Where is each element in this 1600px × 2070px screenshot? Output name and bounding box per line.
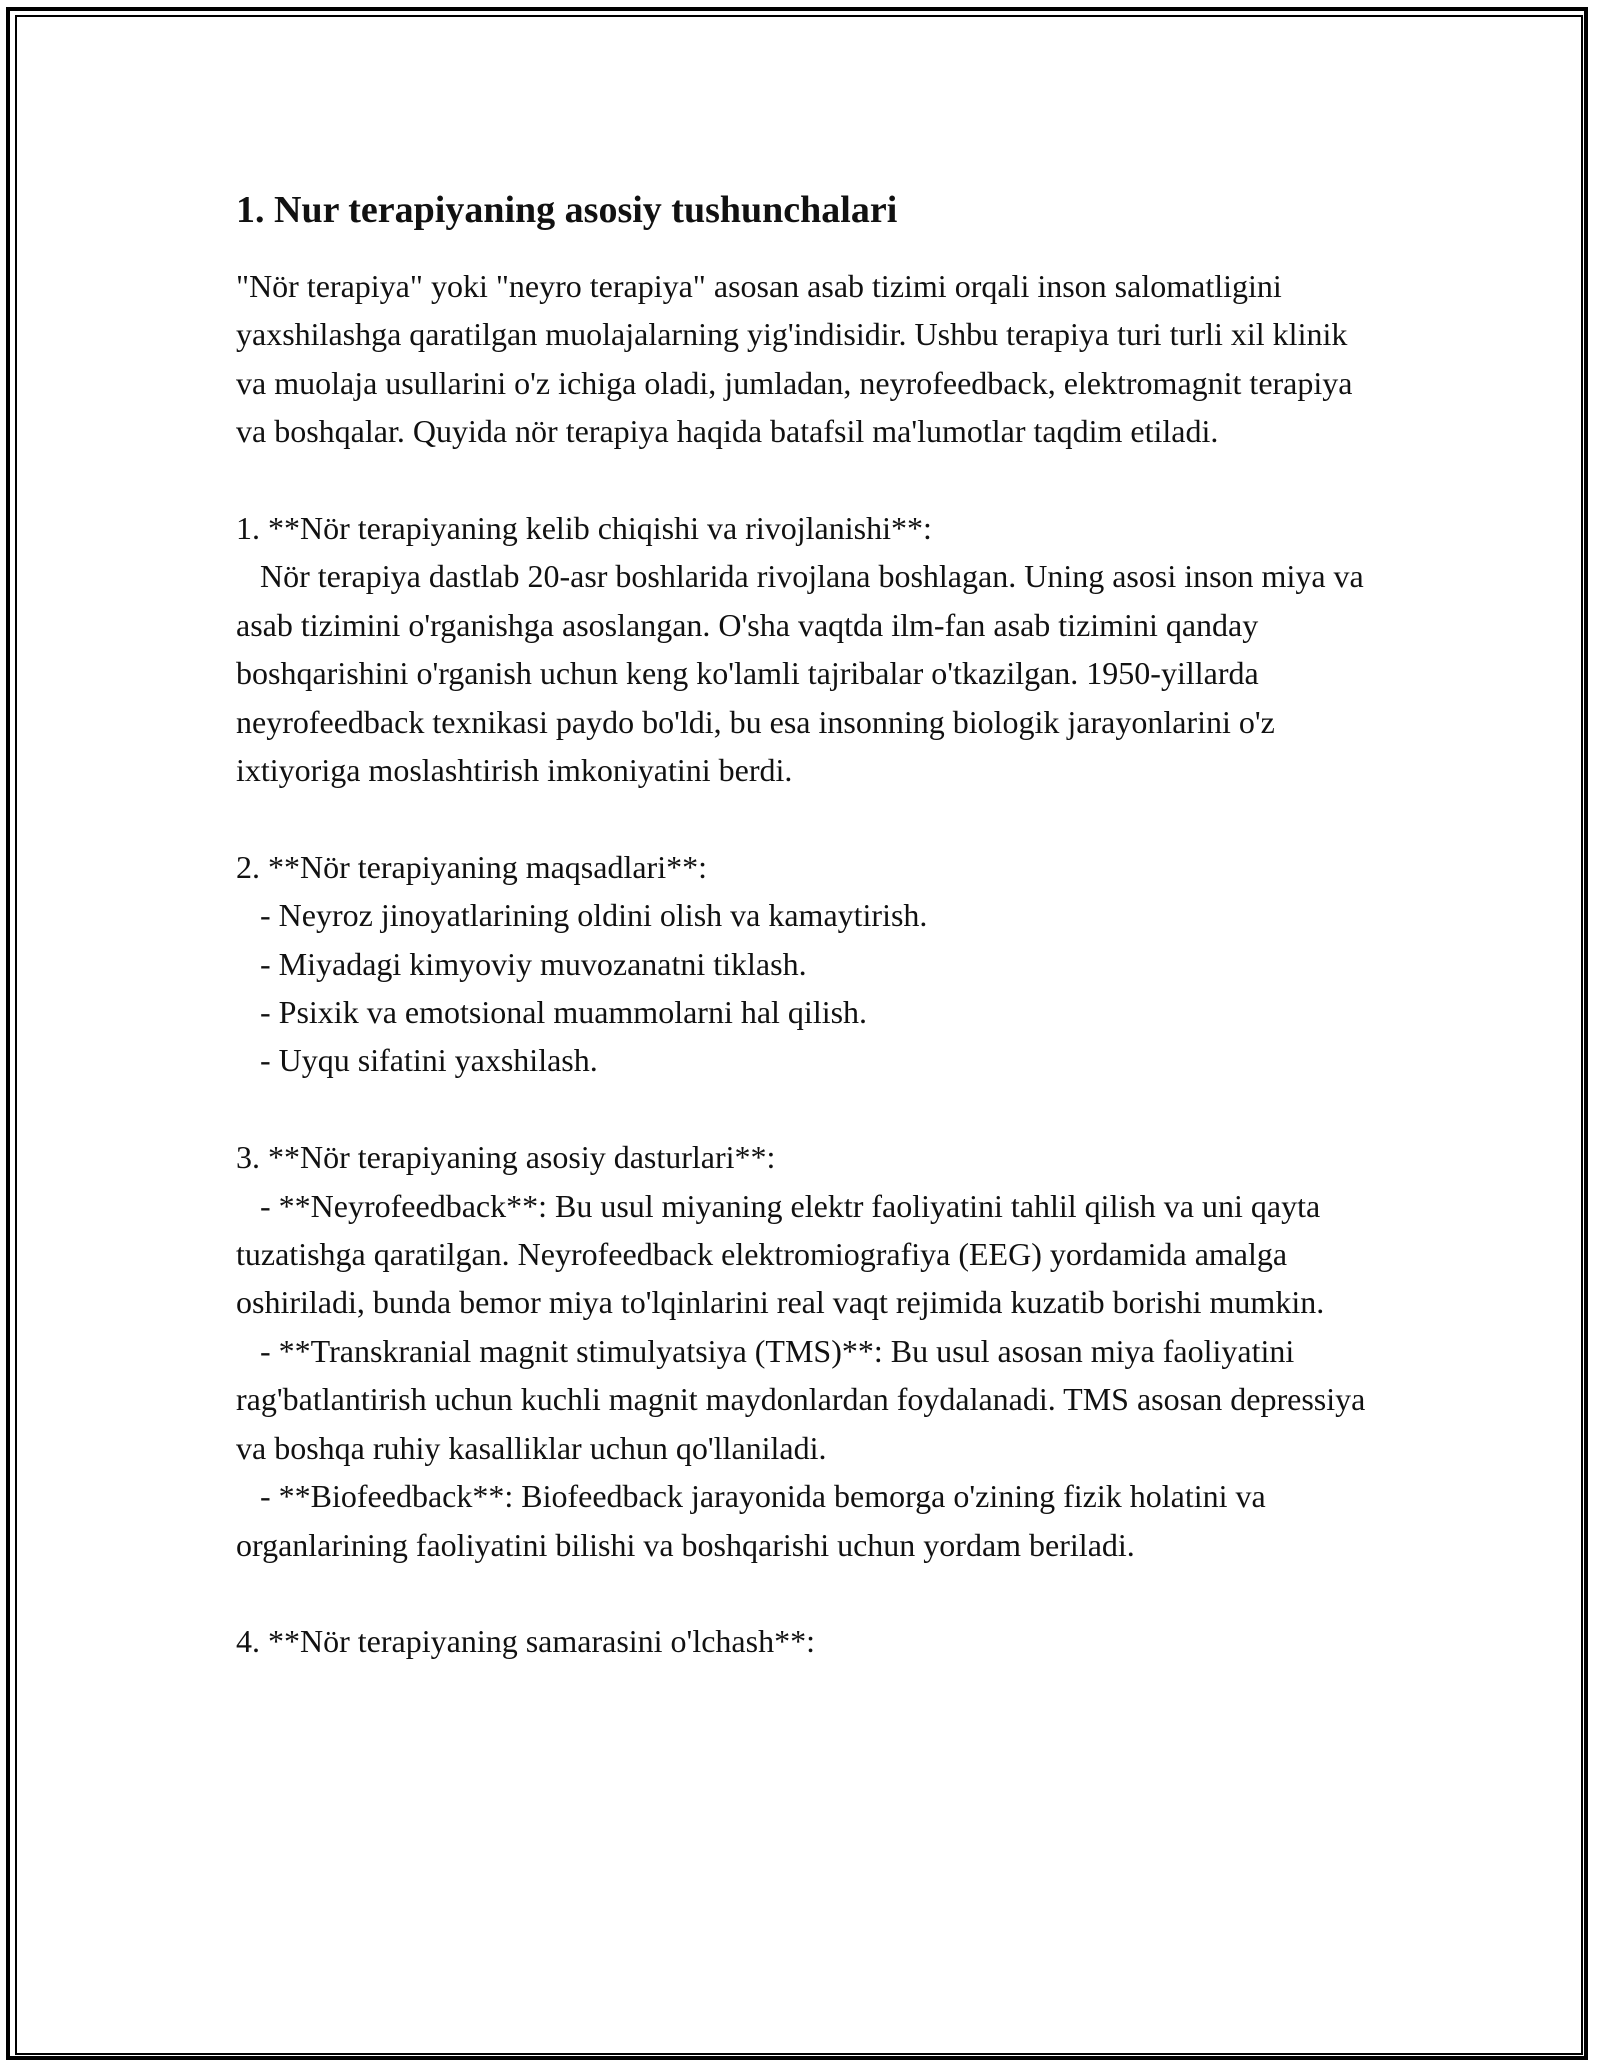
document-body: [236, 184, 1374, 1666]
section-2-item: - Neyroz jinoyatlarining oldini olish va kamaytirish.: [236, 897, 928, 934]
section-4-heading: 4. **Nör terapiyaning samarasini o'lchash**:: [236, 1623, 815, 1660]
section-2-heading: 2. **Nör terapiyaning maqsadlari**:: [236, 848, 707, 885]
section-2-item: - Psixik va emotsional muammolarni hal qilish.: [236, 994, 868, 1031]
document-title: 1. Nur terapiyaning asosiy tushunchalari: [236, 189, 898, 231]
section-3-heading: 3. **Nör terapiyaning asosiy dasturlari**:: [236, 1139, 776, 1176]
paragraph-gap: [236, 794, 1366, 842]
section-2-item: - Uyqu sifatini yaxshilash.: [236, 1042, 598, 1079]
intro-paragraph: "Nör terapiya" yoki "neyro terapiya" asosan asab tizimi orqali inson salomatligini yaxshilashga qaratilgan muolajalarning yig'indisidir. Ushbu terapiya turi turli xil klinik va muolaja usullarini o'z ichiga oladi, jumladan, neyrofeedback, elektromagnit terapiya va boshqalar. Quyida nör terapiya haqida batafsil ma'lumotlar taqdim etiladi.: [236, 268, 1361, 450]
paragraph-gap: [236, 1569, 1366, 1617]
section-1-heading: 1. **Nör terapiyaning kelib chiqishi va rivojlanishi**:: [236, 510, 932, 547]
paragraph-gap: [236, 456, 1366, 504]
section-3-item: - **Biofeedback**: Biofeedback jarayonida bemorga o'zining fizik holatini va organlarining faoliyatini bilishi va boshqarishi uchun yordam beriladi.: [236, 1478, 1274, 1563]
section-3-item: - **Neyrofeedback**: Bu usul miyaning elektr faoliyatini tahlil qilish va uni qayta tuzatishga qaratilgan. Neyrofeedback elektromiografiya (EEG) yordamida amalga oshiriladi, bunda bemor miya to'lqinlarini real vaqt rejimida kuzatib borishi mumkin.: [236, 1187, 1329, 1321]
section-1-body: Nör terapiya dastlab 20-asr boshlarida rivojlana boshlagan. Uning asosi inson miya va asab tizimini o'rganishga asoslangan. O'sha vaqtda ilm-fan asab tizimini qanday boshqarishini o'rganish uchun keng ko'lamli tajribalar o'tkazilgan. 1950-yillarda neyrofeedback texnikasi paydo bo'ldi, bu esa insonning biologik jarayonlarini o'z ixtiyoriga moslashtirish imkoniyatini berdi.: [236, 558, 1372, 789]
section-2-item: - Miyadagi kimyoviy muvozanatni tiklash.: [236, 945, 807, 982]
paragraph-gap: [236, 1085, 1366, 1133]
section-3-item: - **Transkranial magnit stimulyatsiya (TMS)**: Bu usul asosan miya faoliyatini rag'batlantirish uchun kuchli magnit maydonlardan foydalanadi. TMS asosan depressiya va boshqa ruhiy kasalliklar uchun qo'llaniladi.: [236, 1332, 1374, 1466]
